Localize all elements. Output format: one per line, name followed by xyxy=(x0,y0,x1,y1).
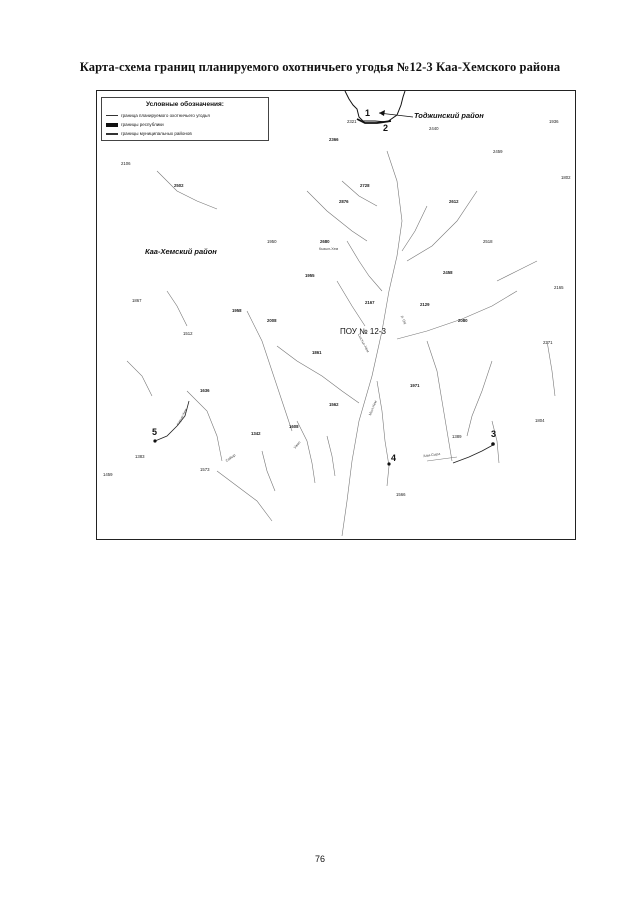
elevation-mark: 2502 xyxy=(174,183,184,188)
elevation-mark: 1512 xyxy=(183,331,193,336)
legend-title: Условные обозначения: xyxy=(146,101,224,108)
river-label: Мыл-Хем xyxy=(368,399,378,417)
river-network xyxy=(127,151,555,536)
elevation-mark: 2876 xyxy=(339,199,349,204)
elevation-mark: 2271 xyxy=(543,340,553,345)
elevation-mark: 1802 xyxy=(561,175,571,180)
river-label: Хам-Сыра xyxy=(422,451,441,459)
hunting-area-label: ПОУ № 12-3 xyxy=(340,327,386,336)
elevation-mark: 2129 xyxy=(420,302,430,307)
boundary-point-3: 3 xyxy=(491,429,497,439)
elevation-mark: 2008 xyxy=(267,318,277,323)
legend-item-municipal-boundary: границы муниципальных районов xyxy=(106,131,192,136)
elevation-mark: 2459 xyxy=(493,149,503,154)
elevation-mark: 1608 xyxy=(289,424,299,429)
legend-item-hunting-boundary: граница планируемого охотничьего угодья xyxy=(106,113,210,118)
boundary-point-5-marker xyxy=(153,439,156,442)
hunting-area-map xyxy=(96,90,576,540)
elevation-mark: 1383 xyxy=(135,454,145,459)
boundary-point-2: 2 xyxy=(383,123,389,133)
elevation-mark: 1861 xyxy=(312,350,322,355)
elevation-mark: 2321 xyxy=(347,119,357,124)
elevation-mark: 2518 xyxy=(483,239,493,244)
elevation-mark: 1566 xyxy=(396,492,406,497)
elevation-mark: 2366 xyxy=(329,137,339,142)
elevation-mark: 1936 xyxy=(549,119,559,124)
legend-item-republic-boundary: границы республики xyxy=(106,122,164,127)
river-label: р. Ой xyxy=(400,315,407,325)
elevation-mark: 1459 xyxy=(103,472,113,477)
elevation-mark: 1389 xyxy=(452,434,462,439)
elevation-mark: 1636 xyxy=(200,388,210,393)
elevation-mark: 1562 xyxy=(329,402,339,407)
elevation-mark: 1867 xyxy=(132,298,142,303)
elevation-mark: 2612 xyxy=(449,199,459,204)
boundary-point-5: 5 xyxy=(152,427,158,437)
elevation-mark: 1342 xyxy=(251,431,261,436)
river-label: Кызыл-Хем xyxy=(319,247,339,251)
elevation-mark: 2458 xyxy=(443,270,453,275)
region-label-kaa-khem: Каа-Хемский район xyxy=(145,247,217,256)
elevation-mark: 1971 xyxy=(410,383,420,388)
elevation-mark: 1955 xyxy=(305,273,315,278)
river-label: Ужеп xyxy=(292,440,302,450)
elevation-mark: 2680 xyxy=(320,239,330,244)
hunting-area-boundary-east xyxy=(453,445,493,463)
elevation-mark: 1804 xyxy=(535,418,545,423)
elevation-mark: 1950 xyxy=(267,239,277,244)
boundary-point-4: 4 xyxy=(391,453,397,463)
elevation-mark: 1958 xyxy=(232,308,242,313)
elevation-mark: 2106 xyxy=(121,161,131,166)
map-drawing xyxy=(97,91,575,539)
river-label: Сайыр xyxy=(224,453,237,463)
boundary-point-1: 1 xyxy=(365,108,371,118)
page-number: 76 xyxy=(314,854,325,864)
river-label: Карык-Хем xyxy=(176,407,189,427)
municipal-border xyxy=(345,91,405,122)
river-label: Сыстыг-Хем xyxy=(356,332,370,354)
elevation-mark: 2165 xyxy=(554,285,564,290)
map-legend xyxy=(101,97,269,141)
elevation-mark: 2080 xyxy=(458,318,468,323)
region-label-todzha: Тоджинский район xyxy=(414,111,484,120)
elevation-mark: 2167 xyxy=(365,300,375,305)
elevation-mark: 2728 xyxy=(360,183,370,188)
elevation-mark: 1573 xyxy=(200,467,210,472)
elevation-mark: 2440 xyxy=(429,126,439,131)
boundary-point-3-marker xyxy=(491,442,495,446)
map-title: Карта-схема границ планируемого охотничьего угодья №12-3 Каа-Хемского района xyxy=(79,60,561,74)
